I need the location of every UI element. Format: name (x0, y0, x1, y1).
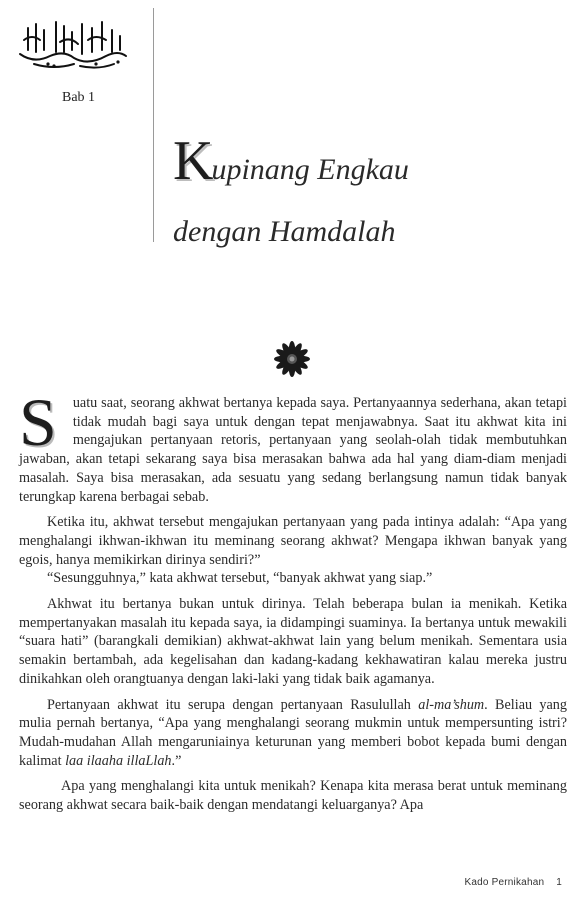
paragraph-5-part-b: . Beliau yang mulia pernah bertanya, “Apa yang menghalangi seorang mukmin untuk mempersunting istri? Mudah-mudahan Allah mengaruniainya keturunan yang memberi bobot kepada bumi dengan kalimat (19, 696, 567, 769)
paragraph-3: “Sesungguhnya,” kata akhwat tersebut, “banyak akhwat yang siap.” (47, 570, 433, 587)
title-initial: K (173, 130, 212, 192)
paragraph-1 (19, 384, 567, 506)
drop-cap: S (19, 384, 57, 460)
paragraph-5 (19, 696, 567, 771)
chapter-label: Bab 1 (62, 90, 96, 105)
paragraph-6: Apa yang menghalangi kita untuk menikah? Kenapa kita merasa berat untuk meminang seorang akhwat secara baik-baik dengan mendatangi keluarganya? Apa (19, 778, 567, 814)
title-line-1-rest: upinang Engkau (211, 153, 409, 186)
paragraph-2: Ketika itu, akhwat tersebut mengajukan pertanyaan yang pada intinya adalah: “Apa yang menghalangi ikhwan-ikhwan itu meminang seorang akhwat? Mengapa ikhwan banyak yang egois, hanya memikirkan dirinya sendiri?” (19, 514, 567, 568)
paragraph-5-part-a: Pertanyaan akhwat itu serupa dengan pertanyaan Rasulullah (47, 696, 419, 713)
paragraph-5-emphasis-1: al-ma’shum (418, 696, 485, 713)
paragraph-5-emphasis-2: laa ilaaha illaLlah (65, 752, 172, 769)
title-line-1 (173, 130, 409, 192)
flower-ornament-icon (273, 340, 311, 378)
vertical-divider (153, 8, 154, 242)
paragraph-1-text: uatu saat, seorang akhwat bertanya kepada saya. Pertanyaannya sederhana, akan tetapi tidak mudah bagi saya untuk dengan tepat menjawabnya. Saat itu akhwat kita ini mengajukan pertanyaan retoris, pertanyaan yang seolah-olah tidak membutuhkan jawaban, akan tetapi sekarang saya bisa merasakan bahwa ada hal yang diam-diam menjadi masalah. Saya bisa merasakan, ada sesuatu yang sedang berlangsung namun tidak banyak terungkap karena berbagai sebab. (19, 395, 567, 505)
chapter-body (19, 384, 567, 822)
basmala-calligraphy (14, 14, 132, 72)
title-line-2: dengan Hamdalah (173, 215, 396, 248)
footer-book-title: Kado Pernikahan (464, 877, 545, 888)
basmala-calligraphy-icon (14, 14, 132, 72)
chapter-title (173, 130, 409, 262)
paragraph-4: Akhwat itu bertanya bukan untuk dirinya. Telah beberapa bulan ia menikah. Ketika mempertanyakan masalah itu kepada saya, ia didampingi suaminya. Ia bertanya untuk mewakili “suara hati” (barangkali demikian) akhwat-akhwat lain yang belum menikah. Sementara usia semakin bertambah, ada kegelisahan dan kadang-kadang kekhawatiran kalau mereka justru dinikahkan oleh orangtuanya dengan laki-laki yang tidak baik agamanya. (19, 596, 567, 687)
footer-page-number: 1 (556, 877, 562, 888)
page-footer (465, 877, 563, 888)
paragraph-5-part-c: .” (171, 752, 182, 769)
